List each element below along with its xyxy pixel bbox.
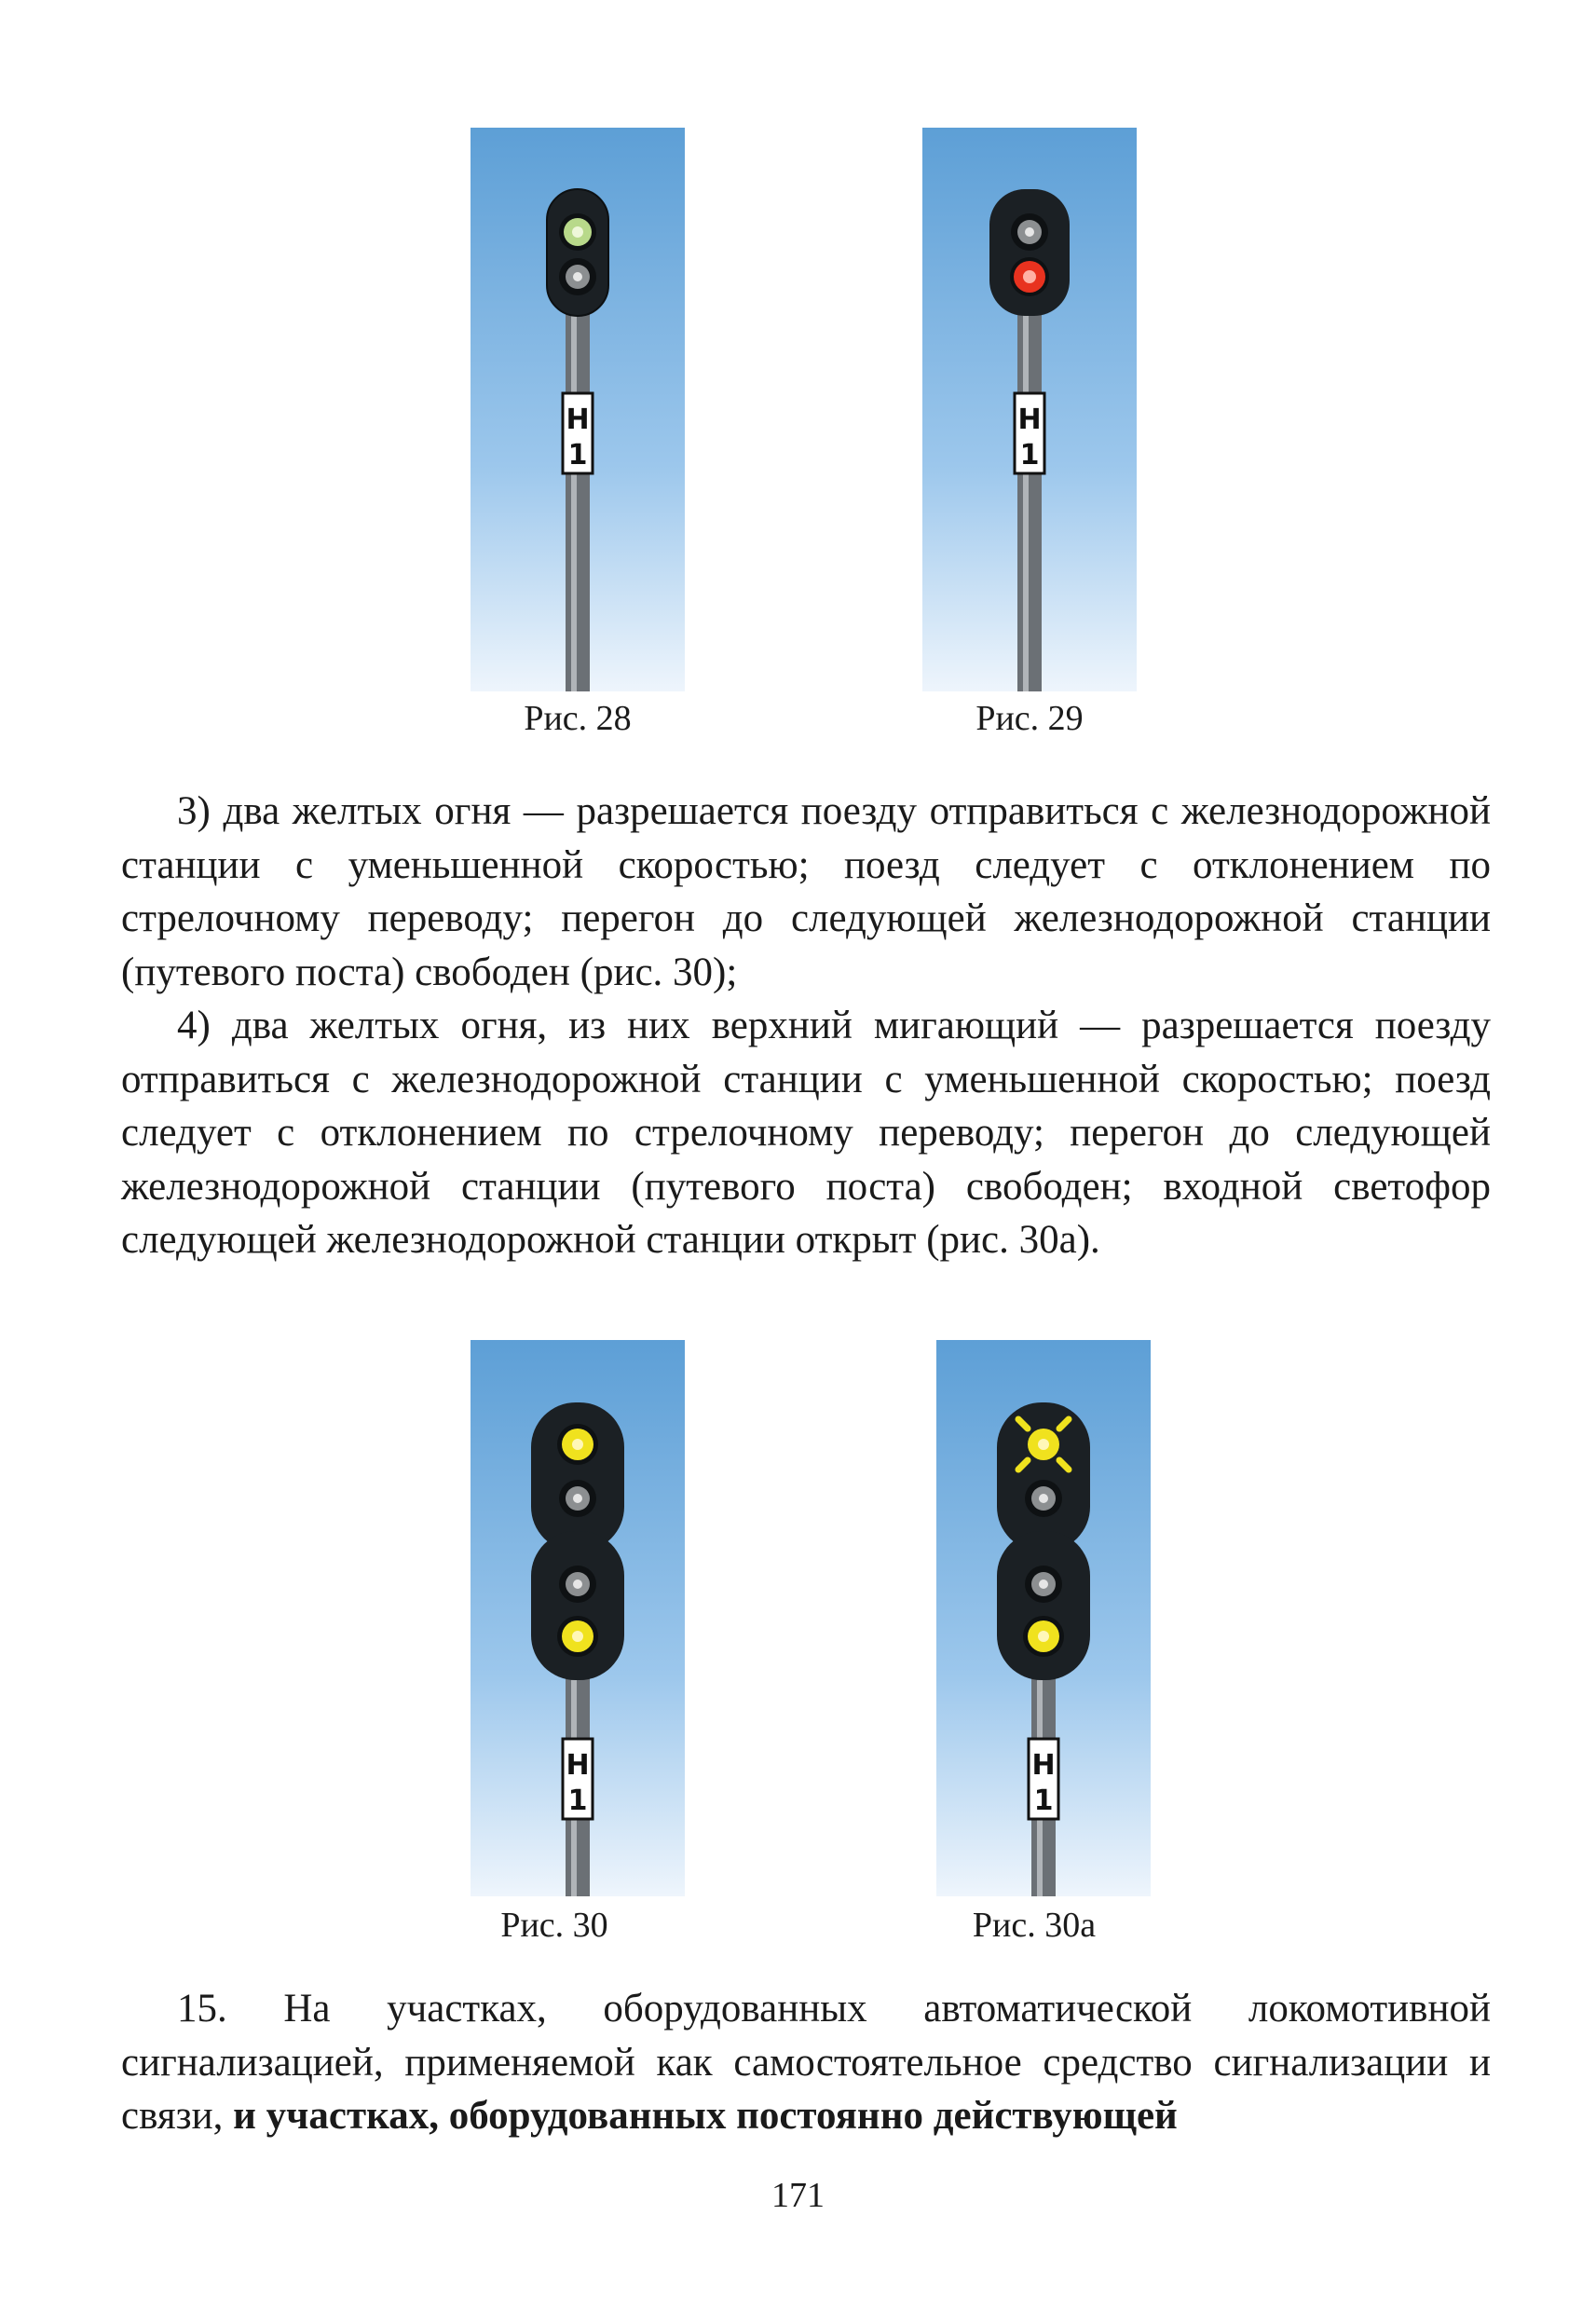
figure-30 xyxy=(471,1340,685,1896)
paragraph-15-bold-text: и участках, оборудованных постоянно действующей xyxy=(233,2094,1178,2138)
svg-text:Н: Н xyxy=(566,1749,590,1782)
paragraph-item-3: 3) два желтых огня — разрешается поезду отправиться с железнодорожной станции с уменьшенной скоростью; поезд следует с отклонением по стрелочному переводу; перегон до следующей железнодорожной станции (путевого поста) свободен (рис. 30); xyxy=(121,789,1491,994)
svg-text:Н: Н xyxy=(566,403,590,436)
svg-text:1: 1 xyxy=(1033,1785,1054,1817)
paragraph-15 xyxy=(121,1982,1491,2143)
svg-text:1: 1 xyxy=(1019,439,1040,472)
figure-29-caption: Рис. 29 xyxy=(975,699,1084,738)
paragraph-15-text: 15. На участках, оборудованных автоматической локомотивной сигнализацией, применяемой как самостоятельное средство сигнализации и связи, xyxy=(121,1987,1491,2138)
figure-30a xyxy=(936,1340,1151,1896)
figure-28 xyxy=(471,128,685,691)
figure-30a-caption: Рис. 30а xyxy=(972,1906,1097,1945)
signal-illustration xyxy=(936,1340,1151,1896)
figure-30-caption: Рис. 30 xyxy=(500,1906,608,1945)
paragraph-item-4: 4) два желтых огня, из них верхний мигающий — разрешается поезду отправиться с железнодорожной станции с уменьшенной скоростью; поезд следует с отклонением по стрелочному переводу; перегон до следующей железнодорожной станции (путевого поста) свободен; входной светофор следующей железнодорожной станции открыт (рис. 30а). xyxy=(121,1004,1491,1262)
svg-text:1: 1 xyxy=(567,439,588,472)
svg-text:Н: Н xyxy=(1017,403,1042,436)
figure-28-caption: Рис. 28 xyxy=(524,699,632,738)
signal-illustration xyxy=(471,128,685,691)
signal-illustration xyxy=(471,1340,685,1896)
svg-text:Н: Н xyxy=(1031,1749,1056,1782)
signal-illustration xyxy=(922,128,1137,691)
figure-29 xyxy=(922,128,1137,691)
page-number: 171 xyxy=(771,2176,825,2215)
svg-text:1: 1 xyxy=(567,1785,588,1817)
